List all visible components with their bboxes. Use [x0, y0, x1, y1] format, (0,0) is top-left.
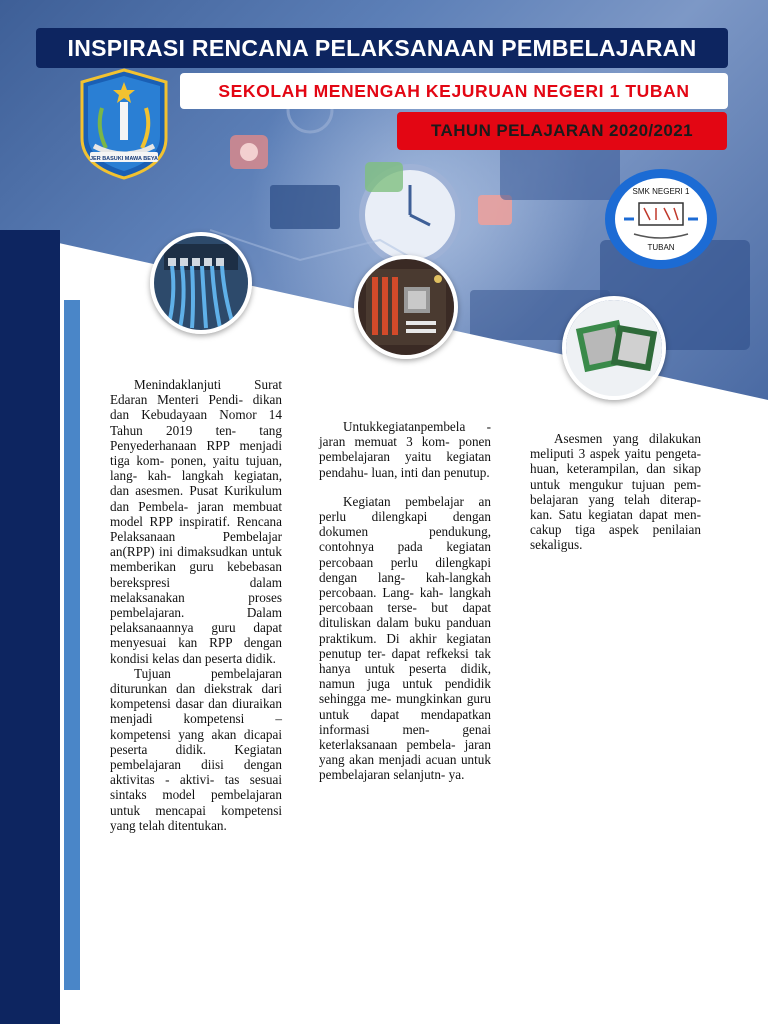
col1-paragraph-2: Tujuan pembelajaran diturunkan dan diekstrak dari kompetensi dasar dan diuraikan menjadi kompetensi – kompetensi yang akan dicapai peserta didik. Kegiatan pembelajaran diisi dengan aktivitas - aktivi- tas sesuai sintaks model pembelajaran untuk mencapai kompetensi yang telah ditentukan. [110, 665, 282, 833]
col3-paragraph-1: Asesmen yang dilakukan meliputi 3 aspek yaitu pengeta- huan, keterampilan, dan sikap untuk mengukur tujuan pem- belajaran yang telah diterap- kan. Satu kegiatan dapat men- cakup tiga aspek penilaian sekaligus. [530, 431, 701, 553]
network-cables-photo [150, 232, 252, 334]
page-title: INSPIRASI RENCANA PELAKSANAAN PEMBELAJARAN [36, 28, 728, 68]
east-java-emblem-logo [80, 68, 168, 180]
col2-paragraph-1: Untukkegiatanpembela - jaran memuat 3 kom- ponen pembelajaran yaitu kegiatan pendahu- luan, inti dan penutup. [319, 419, 491, 480]
school-logo-top-text: SMK NEGERI 1 [632, 187, 690, 196]
school-name-banner: SEKOLAH MENENGAH KEJURUAN NEGERI 1 TUBAN [180, 73, 728, 109]
left-blue-stripe [64, 300, 80, 990]
column-1 [110, 377, 282, 833]
smk-negeri-1-tuban-logo [604, 168, 718, 270]
col2-paragraph-2: Kegiatan pembelajar an perlu dilengkapi dengan dokumen pendukung, contohnya pada kegiatan percobaan perlu dilengkapi dengan lang- kah-langkah percobaan. Lang- kah- langkah percobaan terse- but dapat dituliskan dalam buku panduan praktikum. Di akhir kegiatan penutup ter- dapat refkeksi tak hanya untuk peserta didik, namun juga untuk pendidik sehingga me- mungkinkan guru untuk dapat mendapatkan informasi men- genai keterlaksanaan pembela- jaran yang akan menjadi acuan untuk pembelajaran selanjutn- ya. [319, 493, 491, 783]
processor-chips-photo [562, 296, 666, 400]
emblem-motto: JER BASUKI MAWA BEYA [89, 156, 159, 162]
left-navy-panel [0, 230, 60, 1024]
academic-year-banner: TAHUN PELAJARAN 2020/2021 [397, 112, 727, 150]
column-2 [319, 419, 491, 783]
school-logo-bottom-text: TUBAN [647, 243, 675, 252]
column-3 [530, 431, 701, 553]
col1-paragraph-1: Menindaklanjuti Surat Edaran Menteri Pendi- dikan dan Kebudayaan Nomor 14 Tahun 2019 ten- tang Penyederhanaan RPP menjadi tiga kom- ponen, yaitu tujuan, lang- kah- langkah kegiatan, dan asesmen. Pusat Kurikulum dan Pembela- jaran membuat model RPP inspiratif. Rencana Pelaksanaan Pembelajar an(RPP) ini dimaksudkan untuk memberikan guru kebebasan berekspresi dalam melaksanakan proses pembelajaran. Dalam pelaksanaannya guru dapat menyesuai kan RPP dengan kondisi kelas dan peserta didik. [110, 377, 282, 666]
motherboard-photo [354, 255, 458, 359]
